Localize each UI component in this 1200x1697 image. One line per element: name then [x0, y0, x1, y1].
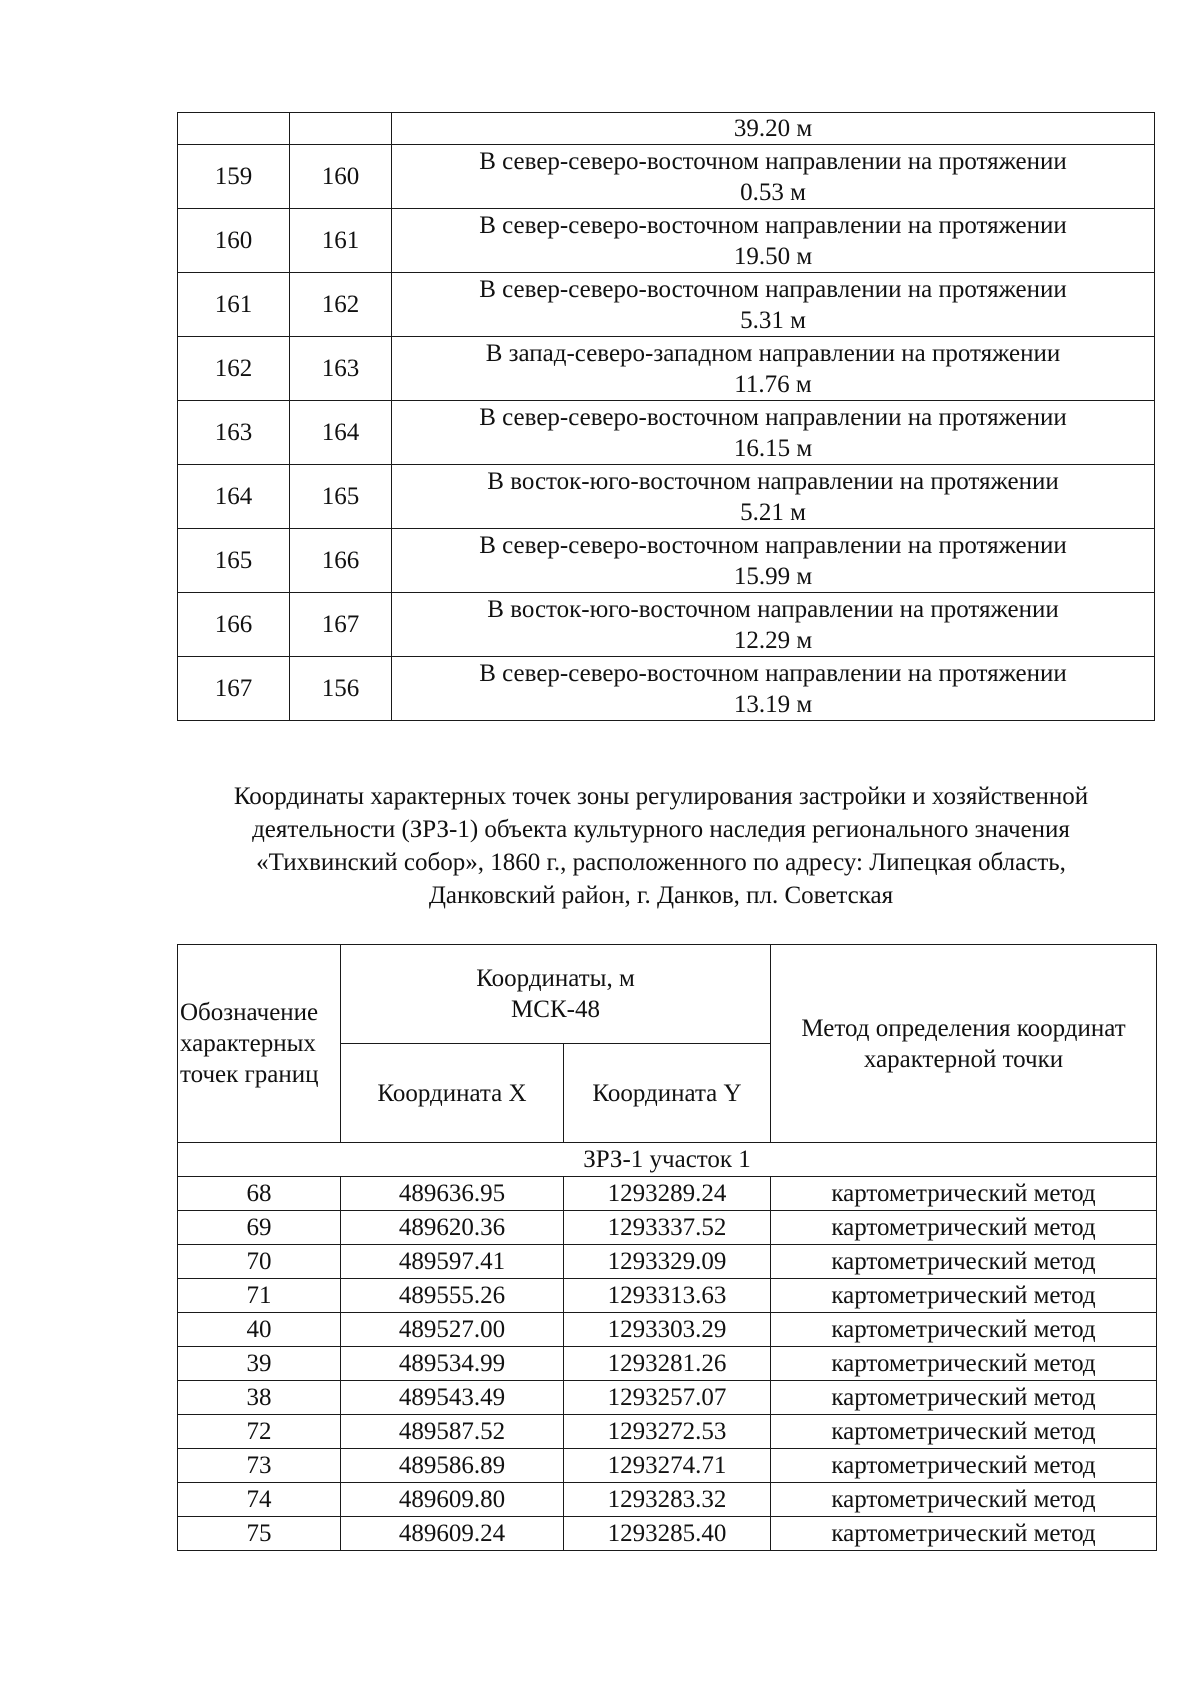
segment-description-cell: [392, 209, 1155, 273]
point-cell: 40: [178, 1313, 341, 1347]
method-cell: картометрический метод: [771, 1381, 1157, 1415]
table-row: [178, 1449, 1157, 1483]
point-cell: 68: [178, 1177, 341, 1211]
to-point-cell: 163: [290, 337, 392, 401]
coord-x-cell: 489609.24: [341, 1517, 564, 1551]
to-point-cell: [290, 113, 392, 145]
segment-length: 16.15 м: [733, 434, 813, 462]
coord-x-cell: 489609.80: [341, 1483, 564, 1517]
coord-y-cell: 1293329.09: [564, 1245, 771, 1279]
from-point-cell: 159: [178, 145, 290, 209]
to-point-cell: 164: [290, 401, 392, 465]
segment-description-cell: [392, 337, 1155, 401]
coordinates-group-header: [341, 945, 771, 1044]
table-row: [178, 529, 1155, 593]
segment-description-cell: [392, 593, 1155, 657]
coord-x-cell: 489555.26: [341, 1279, 564, 1313]
table-row: [178, 1517, 1157, 1551]
table-row: [178, 1381, 1157, 1415]
segment-description-cell: [392, 657, 1155, 721]
method-cell: картометрический метод: [771, 1415, 1157, 1449]
section-title: ЗРЗ-1 участок 1: [178, 1143, 1157, 1177]
method-cell: картометрический метод: [771, 1245, 1157, 1279]
coord-x-cell: 489636.95: [341, 1177, 564, 1211]
caption-line: Данковский район, г. Данков, пл. Советская: [428, 882, 894, 909]
coord-y-cell: 1293281.26: [564, 1347, 771, 1381]
method-cell: картометрический метод: [771, 1211, 1157, 1245]
segment-length-cell: 39.20 м: [392, 113, 1155, 145]
from-point-cell: 162: [178, 337, 290, 401]
segment-description-cell: [392, 401, 1155, 465]
header-line: Координаты, м: [476, 965, 635, 992]
coord-x-cell: 489620.36: [341, 1211, 564, 1245]
method-cell: картометрический метод: [771, 1449, 1157, 1483]
table-row: [178, 465, 1155, 529]
coordinates-table: [177, 944, 1157, 1551]
zone-caption: [160, 780, 1162, 912]
from-point-cell: 167: [178, 657, 290, 721]
coord-y-cell: 1293257.07: [564, 1381, 771, 1415]
coord-y-cell: 1293274.71: [564, 1449, 771, 1483]
segment-length: 0.53 м: [740, 178, 806, 206]
from-point-cell: 163: [178, 401, 290, 465]
to-point-cell: 165: [290, 465, 392, 529]
section-row: [178, 1143, 1157, 1177]
segment-length: 19.50 м: [733, 242, 813, 270]
segment-length: 13.19 м: [733, 690, 813, 718]
table-row: [178, 1279, 1157, 1313]
table-header-row: [178, 945, 1157, 1044]
segment-length: 12.29 м: [733, 626, 813, 654]
table-row: [178, 1415, 1157, 1449]
table-row: [178, 401, 1155, 465]
from-point-cell: 164: [178, 465, 290, 529]
point-cell: 72: [178, 1415, 341, 1449]
segment-direction: В восток-юго-восточном направлении на протяжении: [487, 467, 1059, 495]
coord-x-cell: 489597.41: [341, 1245, 564, 1279]
segment-description-cell: [392, 465, 1155, 529]
point-cell: 74: [178, 1483, 341, 1517]
method-cell: картометрический метод: [771, 1517, 1157, 1551]
method-cell: картометрический метод: [771, 1177, 1157, 1211]
method-cell: картометрический метод: [771, 1347, 1157, 1381]
point-cell: 39: [178, 1347, 341, 1381]
table-row: [178, 1313, 1157, 1347]
coord-y-cell: 1293337.52: [564, 1211, 771, 1245]
segment-direction: В север-северо-восточном направлении на протяжении: [479, 147, 1067, 175]
segment-length: 5.31 м: [740, 306, 806, 334]
table-row: [178, 209, 1155, 273]
coord-y-cell: 1293289.24: [564, 1177, 771, 1211]
coord-y-header: Координата Y: [564, 1044, 771, 1143]
to-point-cell: 160: [290, 145, 392, 209]
coord-x-header: Координата X: [341, 1044, 564, 1143]
header-line: МСК-48: [511, 996, 600, 1023]
segment-description-cell: [392, 273, 1155, 337]
from-point-cell: [178, 113, 290, 145]
segment-length: 15.99 м: [733, 562, 813, 590]
table-row: [178, 273, 1155, 337]
segment-length: 5.21 м: [740, 498, 806, 526]
to-point-cell: 156: [290, 657, 392, 721]
from-point-cell: 165: [178, 529, 290, 593]
point-label-header: [178, 945, 341, 1143]
caption-line: деятельности (ЗРЗ-1) объекта культурного наследия регионального значения: [252, 816, 1070, 843]
to-point-cell: 167: [290, 593, 392, 657]
to-point-cell: 161: [290, 209, 392, 273]
point-cell: 75: [178, 1517, 341, 1551]
table-row: [178, 1211, 1157, 1245]
point-cell: 71: [178, 1279, 341, 1313]
coord-x-cell: 489527.00: [341, 1313, 564, 1347]
segment-direction: В север-северо-восточном направлении на протяжении: [479, 403, 1067, 431]
header-line: характерных: [180, 1030, 316, 1057]
caption-line: Координаты характерных точек зоны регулирования застройки и хозяйственной: [233, 783, 1089, 810]
segment-direction: В север-северо-восточном направлении на протяжении: [479, 531, 1067, 559]
caption-line: «Тихвинский собор», 1860 г., расположенного по адресу: Липецкая область,: [256, 849, 1066, 876]
coord-x-cell: 489587.52: [341, 1415, 564, 1449]
header-line: Обозначение: [180, 999, 319, 1026]
segment-direction: В север-северо-восточном направлении на протяжении: [479, 275, 1067, 303]
table-row: [178, 145, 1155, 209]
method-cell: картометрический метод: [771, 1313, 1157, 1347]
coord-y-cell: 1293285.40: [564, 1517, 771, 1551]
table-row: [178, 337, 1155, 401]
method-cell: картометрический метод: [771, 1483, 1157, 1517]
segment-length: 11.76 м: [734, 370, 812, 398]
point-cell: 70: [178, 1245, 341, 1279]
point-cell: 69: [178, 1211, 341, 1245]
to-point-cell: 166: [290, 529, 392, 593]
segment-description-cell: [392, 529, 1155, 593]
header-line: Метод определения координат: [801, 1014, 1126, 1042]
header-line: характерной точки: [863, 1045, 1064, 1073]
coord-x-cell: 489543.49: [341, 1381, 564, 1415]
segment-direction: В север-северо-восточном направлении на протяжении: [479, 659, 1067, 687]
method-cell: картометрический метод: [771, 1279, 1157, 1313]
coord-y-cell: 1293272.53: [564, 1415, 771, 1449]
coord-x-cell: 489586.89: [341, 1449, 564, 1483]
table-row: [178, 113, 1155, 145]
segment-description-cell: [392, 145, 1155, 209]
segment-direction: В север-северо-восточном направлении на протяжении: [479, 211, 1067, 239]
to-point-cell: 162: [290, 273, 392, 337]
segment-direction: В запад-северо-западном направлении на протяжении: [485, 339, 1061, 367]
table-row: [178, 1245, 1157, 1279]
table-row: [178, 1347, 1157, 1381]
coord-y-cell: 1293313.63: [564, 1279, 771, 1313]
header-line: точек границ: [180, 1061, 319, 1088]
point-cell: 38: [178, 1381, 341, 1415]
coord-y-cell: 1293303.29: [564, 1313, 771, 1347]
point-cell: 73: [178, 1449, 341, 1483]
coord-y-cell: 1293283.32: [564, 1483, 771, 1517]
from-point-cell: 166: [178, 593, 290, 657]
coord-x-cell: 489534.99: [341, 1347, 564, 1381]
segment-direction: В восток-юго-восточном направлении на протяжении: [487, 595, 1059, 623]
table-row: [178, 1177, 1157, 1211]
from-point-cell: 161: [178, 273, 290, 337]
segments-table: [177, 112, 1155, 721]
table-row: [178, 593, 1155, 657]
table-row: [178, 1483, 1157, 1517]
from-point-cell: 160: [178, 209, 290, 273]
method-header: [771, 945, 1157, 1143]
table-row: [178, 657, 1155, 721]
